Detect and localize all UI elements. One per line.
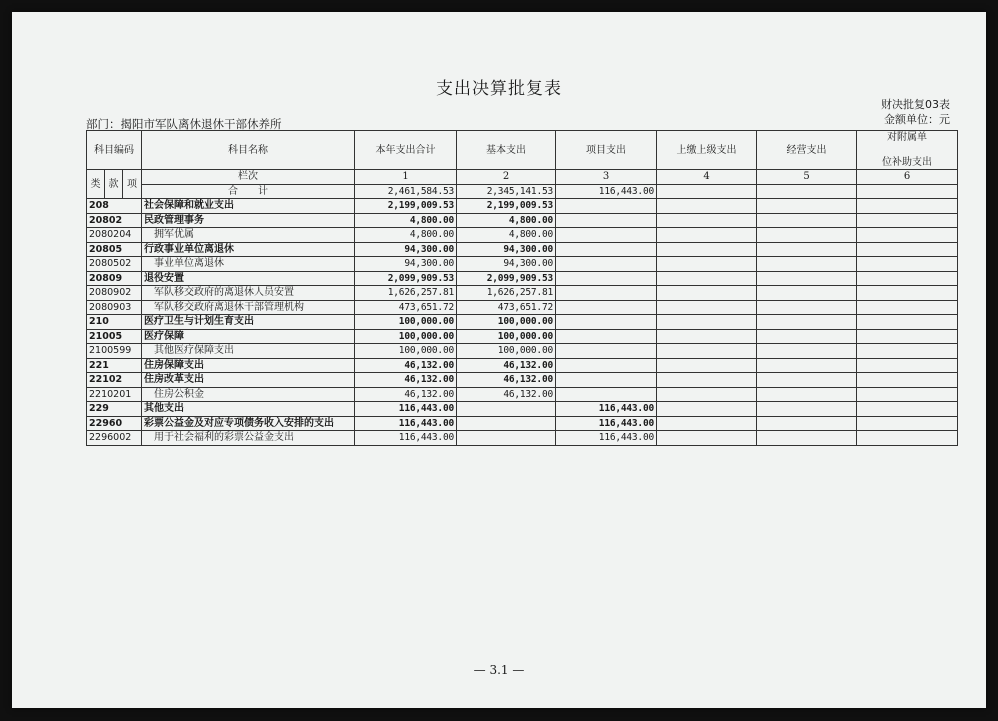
row-name: 彩票公益金及对应专项债务收入安排的支出 [142,416,355,431]
row-subsidy [857,271,958,286]
row-subsidy [857,286,958,301]
row-name: 医疗卫生与计划生育支出 [142,315,355,330]
column-number: 2 [457,170,556,185]
row-name: 社会保障和就业支出 [142,199,355,214]
header-subsidy-line2: 位补助支出 [882,157,932,168]
row-total: 46,132.00 [355,387,457,402]
row-basic: 1,626,257.81 [457,286,556,301]
row-business [757,300,857,315]
row-name: 其他医疗保障支出 [142,344,355,359]
row-business [757,329,857,344]
row-total: 2,199,009.53 [355,199,457,214]
row-total: 116,443.00 [355,431,457,446]
row-code: 208 [87,199,142,214]
form-number: 财决批复03表 [881,98,950,111]
row-subsidy [857,329,958,344]
row-project: 116,443.00 [556,402,657,417]
row-project [556,300,657,315]
column-number: 6 [857,170,958,185]
row-subsidy [857,242,958,257]
row-basic: 4,800.00 [457,213,556,228]
row-name: 退役安置 [142,271,355,286]
row-upper [657,373,757,388]
row-basic: 94,300.00 [457,242,556,257]
empty-cell [657,184,757,199]
row-subsidy [857,387,958,402]
row-business [757,387,857,402]
row-business [757,373,857,388]
row-subsidy [857,431,958,446]
expenditure-table [86,130,958,446]
row-name: 其他支出 [142,402,355,417]
row-code: 2080204 [87,228,142,243]
empty-cell [857,184,958,199]
row-project [556,329,657,344]
row-business [757,228,857,243]
row-total: 100,000.00 [355,329,457,344]
row-total: 46,132.00 [355,358,457,373]
row-code: 2100599 [87,344,142,359]
row-name: 拥军优属 [142,228,355,243]
row-total: 100,000.00 [355,344,457,359]
row-project [556,242,657,257]
row-name: 医疗保障 [142,329,355,344]
row-basic: 100,000.00 [457,315,556,330]
row-name: 用于社会福利的彩票公益金支出 [142,431,355,446]
table-row [87,329,958,344]
row-subsidy [857,416,958,431]
row-business [757,286,857,301]
row-code: 229 [87,402,142,417]
header-total: 本年支出合计 [355,131,457,170]
table-header-row [87,131,958,170]
row-total: 4,800.00 [355,213,457,228]
row-code: 22960 [87,416,142,431]
row-total: 94,300.00 [355,257,457,272]
row-total: 94,300.00 [355,242,457,257]
row-upper [657,228,757,243]
column-number: 5 [757,170,857,185]
row-basic: 46,132.00 [457,358,556,373]
table-row [87,344,958,359]
row-name: 军队移交政府离退休干部管理机构 [142,300,355,315]
row-total: 473,651.72 [355,300,457,315]
row-business [757,242,857,257]
table-row [87,315,958,330]
row-upper [657,431,757,446]
row-upper [657,315,757,330]
table-row [87,213,958,228]
row-business [757,213,857,228]
row-code: 2080903 [87,300,142,315]
row-total: 116,443.00 [355,402,457,417]
row-business [757,271,857,286]
row-name: 住房保障支出 [142,358,355,373]
table-row [87,199,958,214]
row-basic: 94,300.00 [457,257,556,272]
row-total: 100,000.00 [355,315,457,330]
column-index-row [87,170,958,185]
row-basic [457,402,556,417]
row-upper [657,344,757,359]
row-upper [657,387,757,402]
row-business [757,344,857,359]
header-basic: 基本支出 [457,131,556,170]
row-project [556,213,657,228]
row-project [556,271,657,286]
row-project [556,373,657,388]
header-lei: 类 [87,170,105,199]
row-basic: 2,199,009.53 [457,199,556,214]
table-row [87,358,958,373]
row-basic: 100,000.00 [457,344,556,359]
header-code: 科目编码 [87,131,142,170]
department-label: 部门：揭阳市军队离休退休干部休养所 [86,117,282,131]
row-upper [657,402,757,417]
table-row [87,300,958,315]
row-business [757,402,857,417]
row-total: 2,099,909.53 [355,271,457,286]
grand-total-row [87,184,958,199]
row-project [556,199,657,214]
row-code: 2210201 [87,387,142,402]
header-business: 经营支出 [757,131,857,170]
row-upper [657,242,757,257]
row-subsidy [857,344,958,359]
row-basic: 2,099,909.53 [457,271,556,286]
row-upper [657,358,757,373]
empty-cell [757,184,857,199]
row-basic: 473,651.72 [457,300,556,315]
row-basic [457,431,556,446]
row-code: 20805 [87,242,142,257]
row-code: 2296002 [87,431,142,446]
row-business [757,358,857,373]
table-row [87,416,958,431]
header-name: 科目名称 [142,131,355,170]
row-subsidy [857,199,958,214]
row-project: 116,443.00 [556,431,657,446]
header-kuan: 款 [105,170,123,199]
row-basic: 46,132.00 [457,373,556,388]
row-name: 住房公积金 [142,387,355,402]
table-row [87,286,958,301]
row-project [556,358,657,373]
row-code: 221 [87,358,142,373]
row-basic: 100,000.00 [457,329,556,344]
grand-total-total: 2,461,584.53 [355,184,457,199]
row-total: 1,626,257.81 [355,286,457,301]
table-row [87,373,958,388]
row-subsidy [857,257,958,272]
table-row [87,402,958,417]
row-code: 210 [87,315,142,330]
row-total: 116,443.00 [355,416,457,431]
row-name: 行政事业单位离退休 [142,242,355,257]
row-upper [657,257,757,272]
row-business [757,257,857,272]
row-basic: 46,132.00 [457,387,556,402]
row-project: 116,443.00 [556,416,657,431]
row-total: 4,800.00 [355,228,457,243]
column-number: 1 [355,170,457,185]
row-project [556,228,657,243]
row-code: 22102 [87,373,142,388]
header-project: 项目支出 [556,131,657,170]
amount-unit: 金额单位：元 [884,113,950,126]
row-project [556,286,657,301]
row-name: 军队移交政府的离退休人员安置 [142,286,355,301]
page-title: 支出决算批复表 [436,79,562,99]
row-subsidy [857,228,958,243]
row-business [757,416,857,431]
row-upper [657,300,757,315]
header-xiang: 项 [123,170,142,199]
row-name: 事业单位离退休 [142,257,355,272]
row-subsidy [857,358,958,373]
header-subsidy [857,131,958,170]
row-code: 2080902 [87,286,142,301]
row-upper [657,329,757,344]
table-row [87,431,958,446]
row-subsidy [857,315,958,330]
header-upper: 上缴上级支出 [657,131,757,170]
row-project [556,387,657,402]
document-sheet [12,12,986,708]
table-row [87,257,958,272]
row-upper [657,199,757,214]
row-basic: 4,800.00 [457,228,556,243]
row-upper [657,271,757,286]
row-name: 民政管理事务 [142,213,355,228]
row-business [757,315,857,330]
row-basic [457,416,556,431]
column-number: 4 [657,170,757,185]
row-upper [657,286,757,301]
row-name: 住房改革支出 [142,373,355,388]
table-row [87,271,958,286]
row-total: 46,132.00 [355,373,457,388]
header-subsidy-line1: 对附属单 [887,132,927,143]
row-project [556,315,657,330]
grand-total-label: 合 计 [142,184,355,199]
table-row [87,228,958,243]
table-body [87,199,958,446]
table-row [87,242,958,257]
page-number: — 3.1 — [473,663,525,677]
row-subsidy [857,402,958,417]
row-project [556,344,657,359]
row-code: 20809 [87,271,142,286]
row-project [556,257,657,272]
row-upper [657,416,757,431]
row-code: 2080502 [87,257,142,272]
grand-total-project: 116,443.00 [556,184,657,199]
table-row [87,387,958,402]
column-index-label: 栏次 [142,170,355,185]
row-subsidy [857,213,958,228]
row-business [757,431,857,446]
row-business [757,199,857,214]
column-number: 3 [556,170,657,185]
row-code: 20802 [87,213,142,228]
row-code: 21005 [87,329,142,344]
row-subsidy [857,300,958,315]
row-subsidy [857,373,958,388]
grand-total-basic: 2,345,141.53 [457,184,556,199]
row-upper [657,213,757,228]
